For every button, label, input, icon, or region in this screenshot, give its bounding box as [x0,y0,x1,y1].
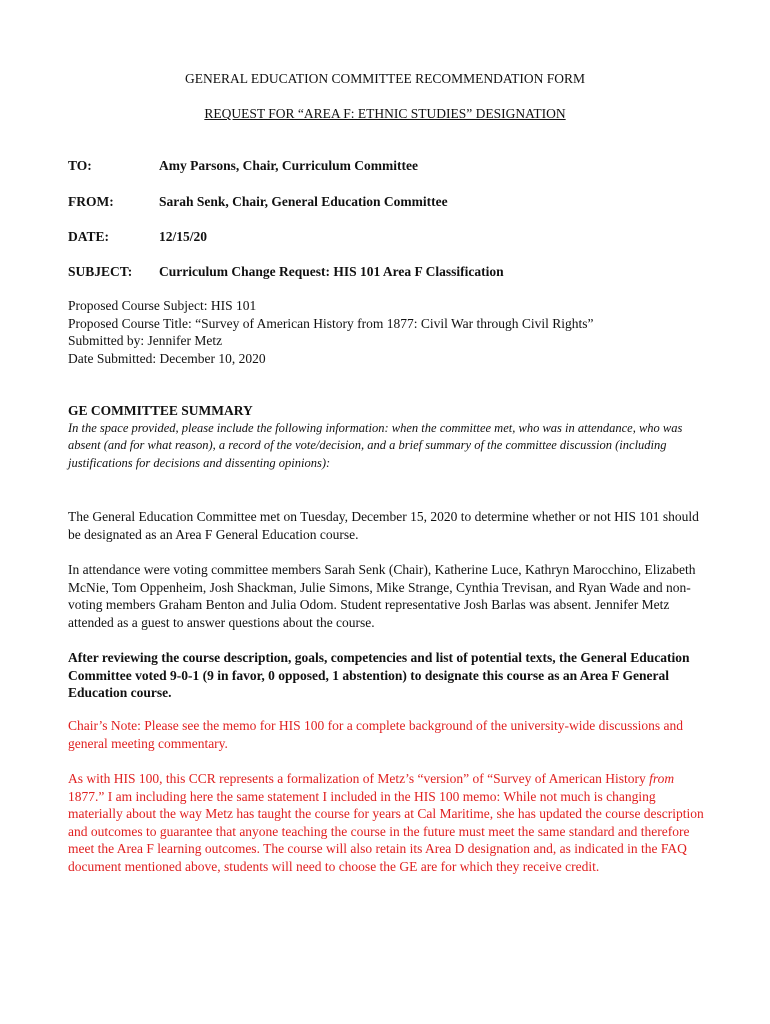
form-title: GENERAL EDUCATION COMMITTEE RECOMMENDATION FORM [185,71,585,86]
memo-from-value: Sarah Senk, Chair, General Education Committee [159,194,448,209]
chairs-note: Chair’s Note: Please see the memo for HIS 100 for a complete background of the university-wide discussions and general meeting commentary. [68,718,683,751]
memo-from-label: FROM: [68,194,114,209]
summary-section [68,402,708,472]
memo-subject-label: SUBJECT: [68,264,133,279]
chairs-note-text-italic: from [649,771,675,786]
course-subject: Proposed Course Subject: HIS 101 [68,298,257,313]
form-subtitle: REQUEST FOR “AREA F: ETHNIC STUDIES” DESIGNATION [204,106,566,121]
course-info [68,297,708,367]
submitted-by: Submitted by: Jennifer Metz [68,333,223,348]
chairs-note-text-start: As with HIS 100, this CCR represents a formalization of Metz’s “version” of “Survey of American History [68,771,650,786]
memo-subject-value: Curriculum Change Request: HIS 101 Area F Classification [159,264,504,279]
memo-date-label: DATE: [68,229,110,244]
summary-instructions: In the space provided, please include the following information: when the committee met, who was in attendance, who was absent (and for what reason), a record of the vote/decision, and a brief summary of the committee discussion (including justifications for decisions and dissenting opinions): [68,420,683,470]
summary-para-meeting: The General Education Committee met on Tuesday, December 15, 2020 to determine whether or not HIS 101 should be designated as an Area F General Education course. [68,509,699,542]
chairs-note-paragraph [68,770,708,875]
chairs-note-text-end: 1877.” I am including here the same statement I included in the HIS 100 memo: While not much is changing materially about the way Metz has taught the course for years at Cal Maritime, she has updated the course description and outcomes to guarantee that anyone teaching the course in the future must meet the same standard and therefore meet the Area F learning outcomes. The course will also retain its Area D designation and, as indicated in the FAQ document mentioned above, students will need to choose the GE are for which they receive credit. [68,788,704,874]
course-title: Proposed Course Title: “Survey of American History from 1877: Civil War through Civil Rights” [68,315,594,331]
memo-date-value: 12/15/20 [159,229,208,244]
date-submitted: Date Submitted: December 10, 2020 [68,350,266,366]
memo-to-label: TO: [68,158,92,173]
summary-decision: After reviewing the course description, goals, competencies and list of potential texts, the General Education Committee voted 9-0-1 (9 in favor, 0 opposed, 1 abstention) to designate this course as an Area F General Education course. [68,650,690,700]
summary-heading: GE COMMITTEE SUMMARY [68,403,253,418]
memo-to-value: Amy Parsons, Chair, Curriculum Committee [159,158,418,173]
summary-para-attendance: In attendance were voting committee members Sarah Senk (Chair), Katherine Luce, Kathryn Marocchino, Elizabeth McNie, Tom Oppenheim, Josh Shackman, Julie Simons, Mike Strange, Cynthia Trevisan, and Ryan Wade and non-voting members Graham Benton and Julia Odom. Student representative Josh Barlas was absent. Jennifer Metz attended as a guest to answer questions about the course. [68,562,696,630]
